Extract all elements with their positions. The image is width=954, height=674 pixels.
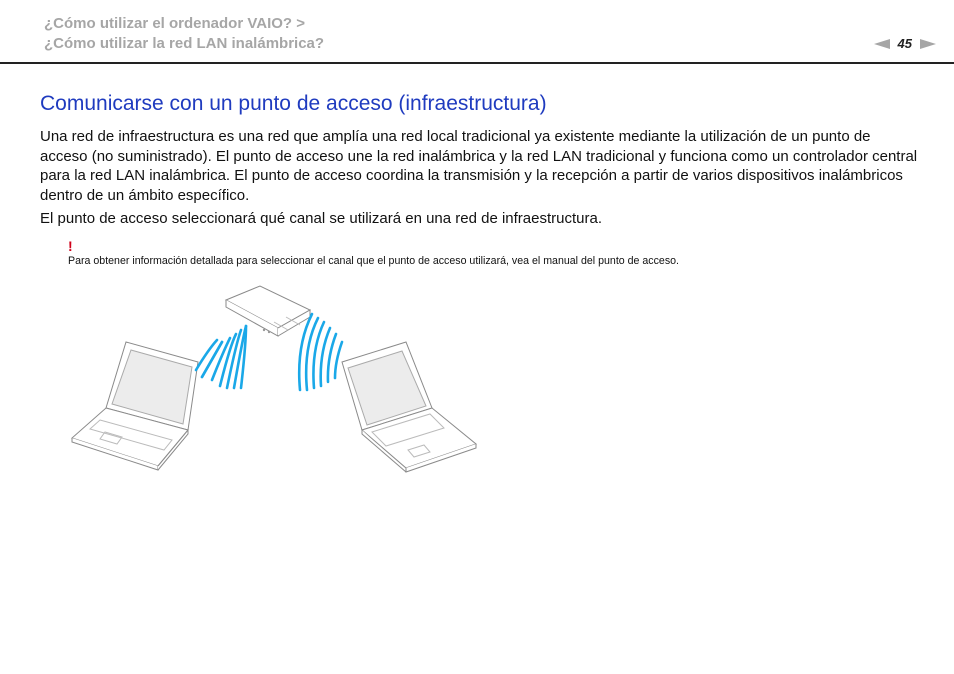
wifi-signal-icon xyxy=(299,314,342,390)
laptop-icon xyxy=(72,342,198,470)
warning-icon: ! xyxy=(68,238,73,254)
paragraph-channel: El punto de acceso seleccionará qué canal se utilizará en una red de infraestructura. xyxy=(40,210,603,227)
wifi-signal-icon xyxy=(196,326,246,388)
breadcrumb-line-2[interactable]: ¿Cómo utilizar la red LAN inalámbrica? xyxy=(44,35,325,52)
page-number: 45 xyxy=(897,36,912,51)
breadcrumb-line-1[interactable]: ¿Cómo utilizar el ordenador VAIO? > xyxy=(44,15,305,32)
breadcrumb xyxy=(44,14,324,54)
prev-page-icon[interactable] xyxy=(874,39,890,49)
note-text: Para obtener información detallada para seleccionar el canal que el punto de acceso utilizará, vea el manual del punto de acceso. xyxy=(68,255,679,267)
section-title: Comunicarse con un punto de acceso (infraestructura) xyxy=(40,92,547,115)
page-navigation xyxy=(874,36,936,51)
paragraph-infrastructure: Una red de infraestructura es una red que amplía una red local tradicional ya existente mediante la utilización de un punto de acceso (no suministrado). El punto de acceso une la red inalámbrica y la red LAN tradicional y funciona como un controlador central para la red LAN inalámbrica. El punto de acceso coordina la transmisión y la recepción a partir de varios dispositivos inalámbricos dentro de un ámbito específico. xyxy=(40,128,918,204)
infrastructure-illustration xyxy=(60,280,490,475)
access-point-icon xyxy=(226,286,310,336)
laptop-icon xyxy=(342,342,476,472)
next-page-icon[interactable] xyxy=(920,39,936,49)
header-divider xyxy=(0,62,954,64)
